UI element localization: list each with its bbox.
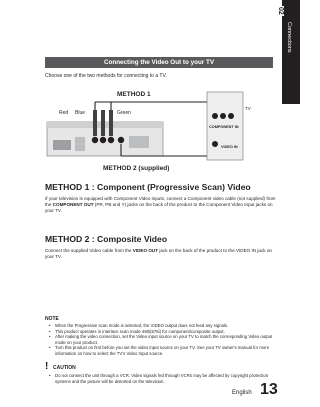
caution-item: • Do not connect the unit through a VCR. Video signals fed through VCRs may be affected by copyright protection systems and the picture will be distorted on the television. [49, 373, 277, 384]
footer-language: English [232, 390, 252, 396]
jack-y [108, 137, 114, 143]
caution-list [49, 373, 277, 384]
cable-red [93, 110, 97, 136]
method2-label: METHOD 2 (supplied) [103, 165, 170, 172]
panel-port [53, 140, 71, 150]
method1-heading: METHOD 1 : Component (Progressive Scan) Video [45, 182, 251, 192]
cable-green [109, 110, 113, 136]
method1-body: If your television is equipped with Component Video inputs, connect a Component video cable (not supplied) from the COMPONENT OUT (PR, PB and Y) jacks on the back of the product to the Component Video Input jacks on your TV. [45, 196, 276, 214]
connection-diagram [45, 82, 277, 174]
note-list [49, 323, 277, 356]
caution-icon: ! [45, 361, 49, 372]
panel-port [129, 136, 149, 148]
note-item: • After making the video connection, set the Video input source on your TV to match the corresponding Video output mode on your product. [49, 334, 277, 345]
note-item: • This product operates in interlace scan mode 480i(576i) for component/composite output. [49, 329, 277, 335]
jack-video-out [118, 137, 124, 143]
intro-text: Choose one of the two methods for connecting to a TV. [45, 73, 167, 79]
method2-heading: METHOD 2 : Composite Video [45, 234, 168, 244]
note-item: • When the Progressive scan mode is selected, the VIDEO output does not feed any signals. [49, 323, 277, 329]
tv-jack [212, 113, 218, 119]
video-in-label: VIDEO IN [221, 145, 238, 149]
tv-label: TV [245, 106, 251, 111]
page-number: 13 [260, 381, 278, 398]
caution-heading: CAUTION [53, 365, 76, 371]
note-heading: NOTE [45, 316, 59, 322]
tv-jack [212, 141, 218, 147]
tv-jack [228, 113, 234, 119]
cable-label-green: Green [117, 110, 131, 116]
method2-body: Connect the supplied Video cable from the VIDEO OUT jack on the back of the product to the VIDEO IN jack on your TV. [45, 248, 272, 260]
method1-label: METHOD 1 [117, 91, 151, 98]
cable-label-blue: Blue [75, 110, 86, 116]
cable-label-red: Red [59, 110, 69, 116]
panel-port [75, 137, 85, 151]
note-item: • Turn this product on first before you set the video input source on your TV. See your TV owner's manual for more information on how to select the TV's Video Input source. [49, 345, 277, 356]
section-title: Connecting the Video Out to your TV [103, 59, 215, 66]
component-in-label: COMPONENT IN [209, 125, 239, 129]
chapter-number: 02 [277, 7, 284, 15]
jack-pr [92, 137, 98, 143]
jack-pb [100, 137, 106, 143]
cable-blue [101, 110, 105, 136]
tv-jack [220, 113, 226, 119]
chapter-label: Connections [286, 22, 292, 53]
